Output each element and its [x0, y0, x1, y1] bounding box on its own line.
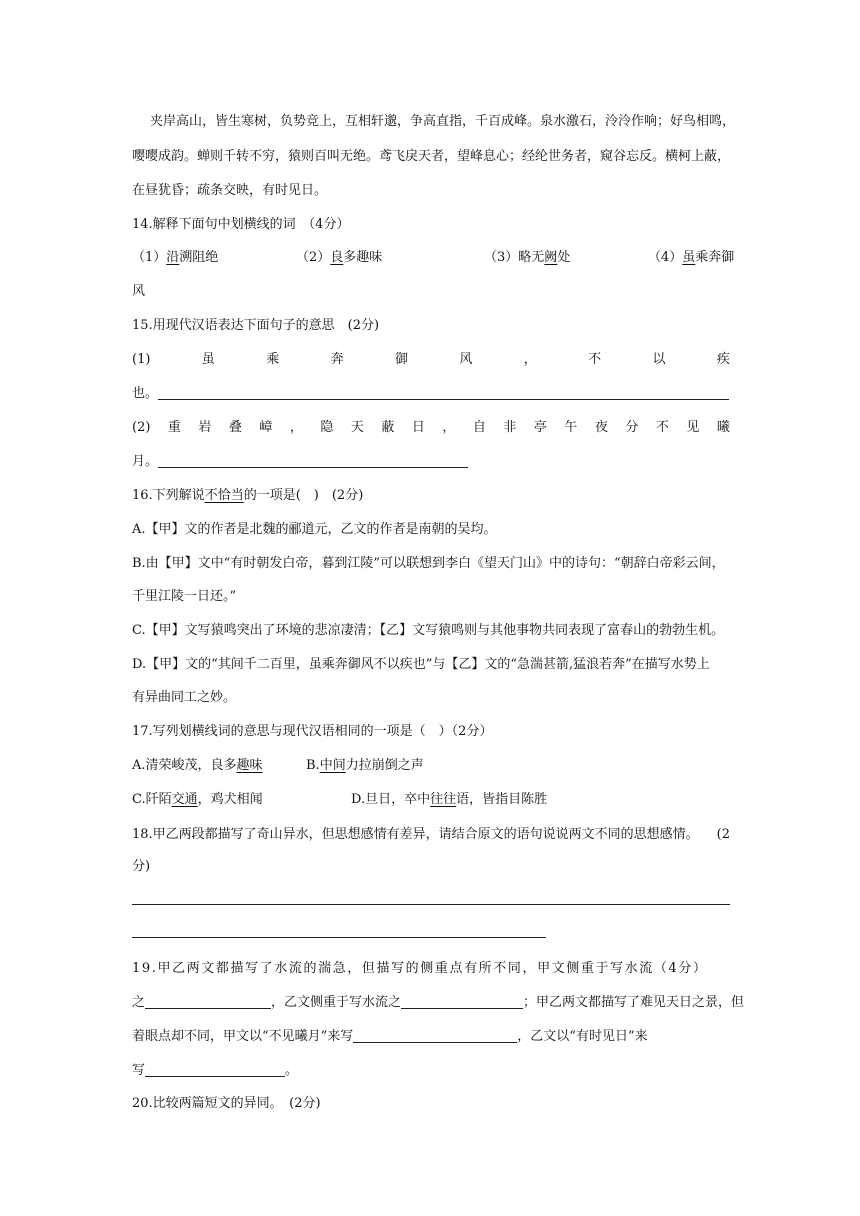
q17-title: 17.写列划横线词的意思与现代汉语相同的一项是（ ）（2分）: [132, 724, 493, 739]
passage-line-1: 夹岸高山，皆生寒树，负势竞上，互相轩邈，争高直指，千百成峰。泉水激石，泠泠作响；好鸟相鸣，: [150, 114, 736, 129]
passage-line-3: 在昼犹昏；疏条交映，有时见日。: [132, 183, 328, 198]
q17-option-c: C.阡陌交通，鸡犬相闻: [132, 792, 263, 807]
q17-option-b: B.中间力拉崩倒之声: [306, 758, 424, 773]
q16-option-c: C.【甲】文写猿鸣突出了环境的悲凉凄清；【乙】文写猿鸣则与其他事物共同表现了富春山的勃勃生机。: [132, 623, 725, 638]
q17-option-d: D.旦日，卒中往往语，皆指目陈胜: [351, 792, 548, 807]
q16-option-a: A.【甲】文的作者是北魏的郦道元，乙文的作者是南朝的吴均。: [132, 522, 497, 537]
answer-blank[interactable]: [158, 453, 468, 468]
q18-question: 18.甲乙两段都描写了奇山异水，但思想感情有差异，请结合原文的语句说说两文不同的思想感情。 (2: [132, 827, 730, 842]
answer-blank[interactable]: [145, 1062, 285, 1077]
q19-question: 19.甲乙两文都描写了水流的湍急，但描写的侧重点有所不同，甲文侧重于写水流（4分）: [132, 961, 708, 976]
q14-wrap: 风: [132, 284, 146, 299]
q16-option-b: B.由【甲】文中“有时朝发白帝，暮到江陵”可以联想到李白《望天门山》中的诗句：“朝辞白帝彩云间，: [132, 556, 725, 571]
answer-blank[interactable]: [158, 385, 729, 400]
q14-item-1: （1）沿溯阻绝: [132, 250, 219, 265]
q15-answer-line-1: 也。: [132, 384, 730, 404]
q19-line-4: 写 。: [132, 1063, 299, 1078]
q15-answer-line-2: 月。: [132, 452, 730, 472]
passage-line-2: 嘤嘤成韵。蝉则千转不穷，猿则百叫无绝。鸢飞戾天者，望峰息心；经纶世务者，窥谷忘反。横柯上蔽，: [132, 149, 731, 164]
q16-option-d: D.【甲】文的“其间千二百里，虽乘奔御风不以疾也”与【乙】文的“急湍甚箭,猛浪若奔”在描写水势上: [132, 657, 710, 672]
q18-answer-rule-2[interactable]: [132, 937, 546, 938]
q14-item-3: （3）略无阙处: [484, 250, 571, 265]
answer-blank[interactable]: [145, 994, 271, 1009]
q16-title: 16.下列解说不恰当的一项是( ) (2分): [132, 488, 364, 503]
q14-title: 14.解释下面句中划横线的词 （4分）: [132, 217, 350, 232]
q16-option-d-cont: 有异曲同工之妙。: [132, 690, 237, 705]
q19-line-3: 着眼点却不同，甲文以“不见曦月”来写 ，乙文以“有时见日”来: [132, 1029, 648, 1044]
answer-blank[interactable]: [353, 1028, 517, 1043]
q18-question-cont: 分): [132, 859, 151, 874]
q15-sentence-2: (2) 重 岩 叠 嶂 ， 隐 天 蔽 日 ， 自 非 亭 午 夜 分 不 见 曦: [132, 420, 730, 435]
q20-title: 20.比较两篇短文的异同。 (2分): [132, 1096, 321, 1111]
q16-option-b-cont: 千里江陵一日还。”: [132, 589, 237, 604]
q17-option-a: A.清荣峻茂，良多趣味: [132, 758, 263, 773]
q14-item-2: （2）良多趣味: [296, 250, 383, 265]
q15-title: 15.用现代汉语表达下面句子的意思 (2分): [132, 318, 380, 333]
q18-answer-rule-1[interactable]: [132, 904, 730, 905]
answer-blank[interactable]: [401, 994, 523, 1009]
q19-line-2: 之 ，乙文侧重于写水流之 ；甲乙两文都描写了难见天日之景，但: [132, 995, 745, 1010]
q15-sentence-1: (1) 虽 乘 奔 御 风 ， 不 以 疾: [132, 352, 730, 367]
q14-item-4: （4）虽乘奔御: [648, 250, 735, 265]
